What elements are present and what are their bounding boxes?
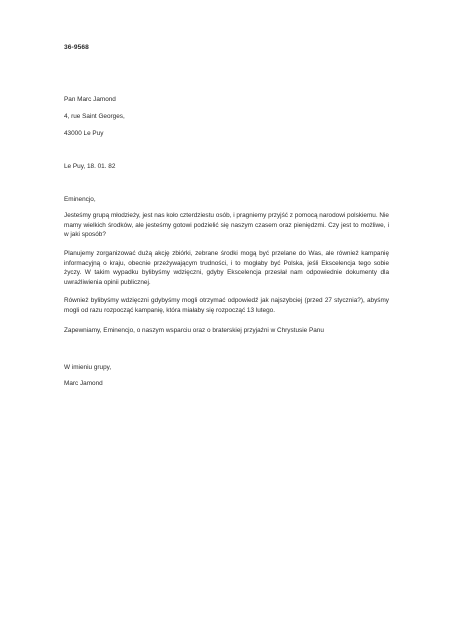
closing-phrase: W imieniu grupy, — [64, 364, 112, 371]
salutation: Eminencjo, — [64, 196, 96, 203]
place-and-date: Le Puy, 18. 01. 82 — [64, 163, 116, 170]
document-reference-number: 36-9568 — [64, 44, 89, 51]
recipient-name: Pan Marc Jamond — [64, 96, 116, 103]
recipient-city: 43000 Le Puy — [64, 130, 104, 137]
body-paragraph: Również bylibyśmy wdzięczni gdybyśmy mogli otrzymać odpowiedź jak najszybciej (przed 27 stycznia?), abyśmy mogli od razu rozpocząć kampanię, która miałaby się rozpocząć 13 lutego. — [64, 297, 389, 314]
body-paragraph: Planujemy zorganizować dużą akcję zbiórki, zebrane środki mogą być przelane do Was, ale również kampanię informacyjną o kraju, obecnie przeżywającym trudności, i to mogłaby być Polska, jeśli Ekscelencja tego sobie życzy. W takim wypadku bylibyśmy wdzięczni, gdyby Ekscelencja przesłał nam odpowiednie dokumenty dla uwrażliwienia opinii publicznej. — [64, 250, 389, 286]
recipient-street: 4, rue Saint Georges, — [64, 113, 125, 120]
body-paragraph: Zapewniamy, Eminencjo, o naszym wsparciu oraz o braterskiej przyjaźni w Chrystusie Panu — [64, 327, 324, 334]
signature-name: Marc Jamond — [64, 380, 103, 387]
body-paragraph: Jesteśmy grupą młodzieży, jest nas koło czterdziestu osób, i pragniemy przyjść z pomocą narodowi polskiemu. Nie mamy wielkich środków, ale jesteśmy gotowi podzielić się naszym czasem oraz pieniędzmi. Czy jest to możliwe, i w jaki sposób? — [64, 212, 389, 239]
